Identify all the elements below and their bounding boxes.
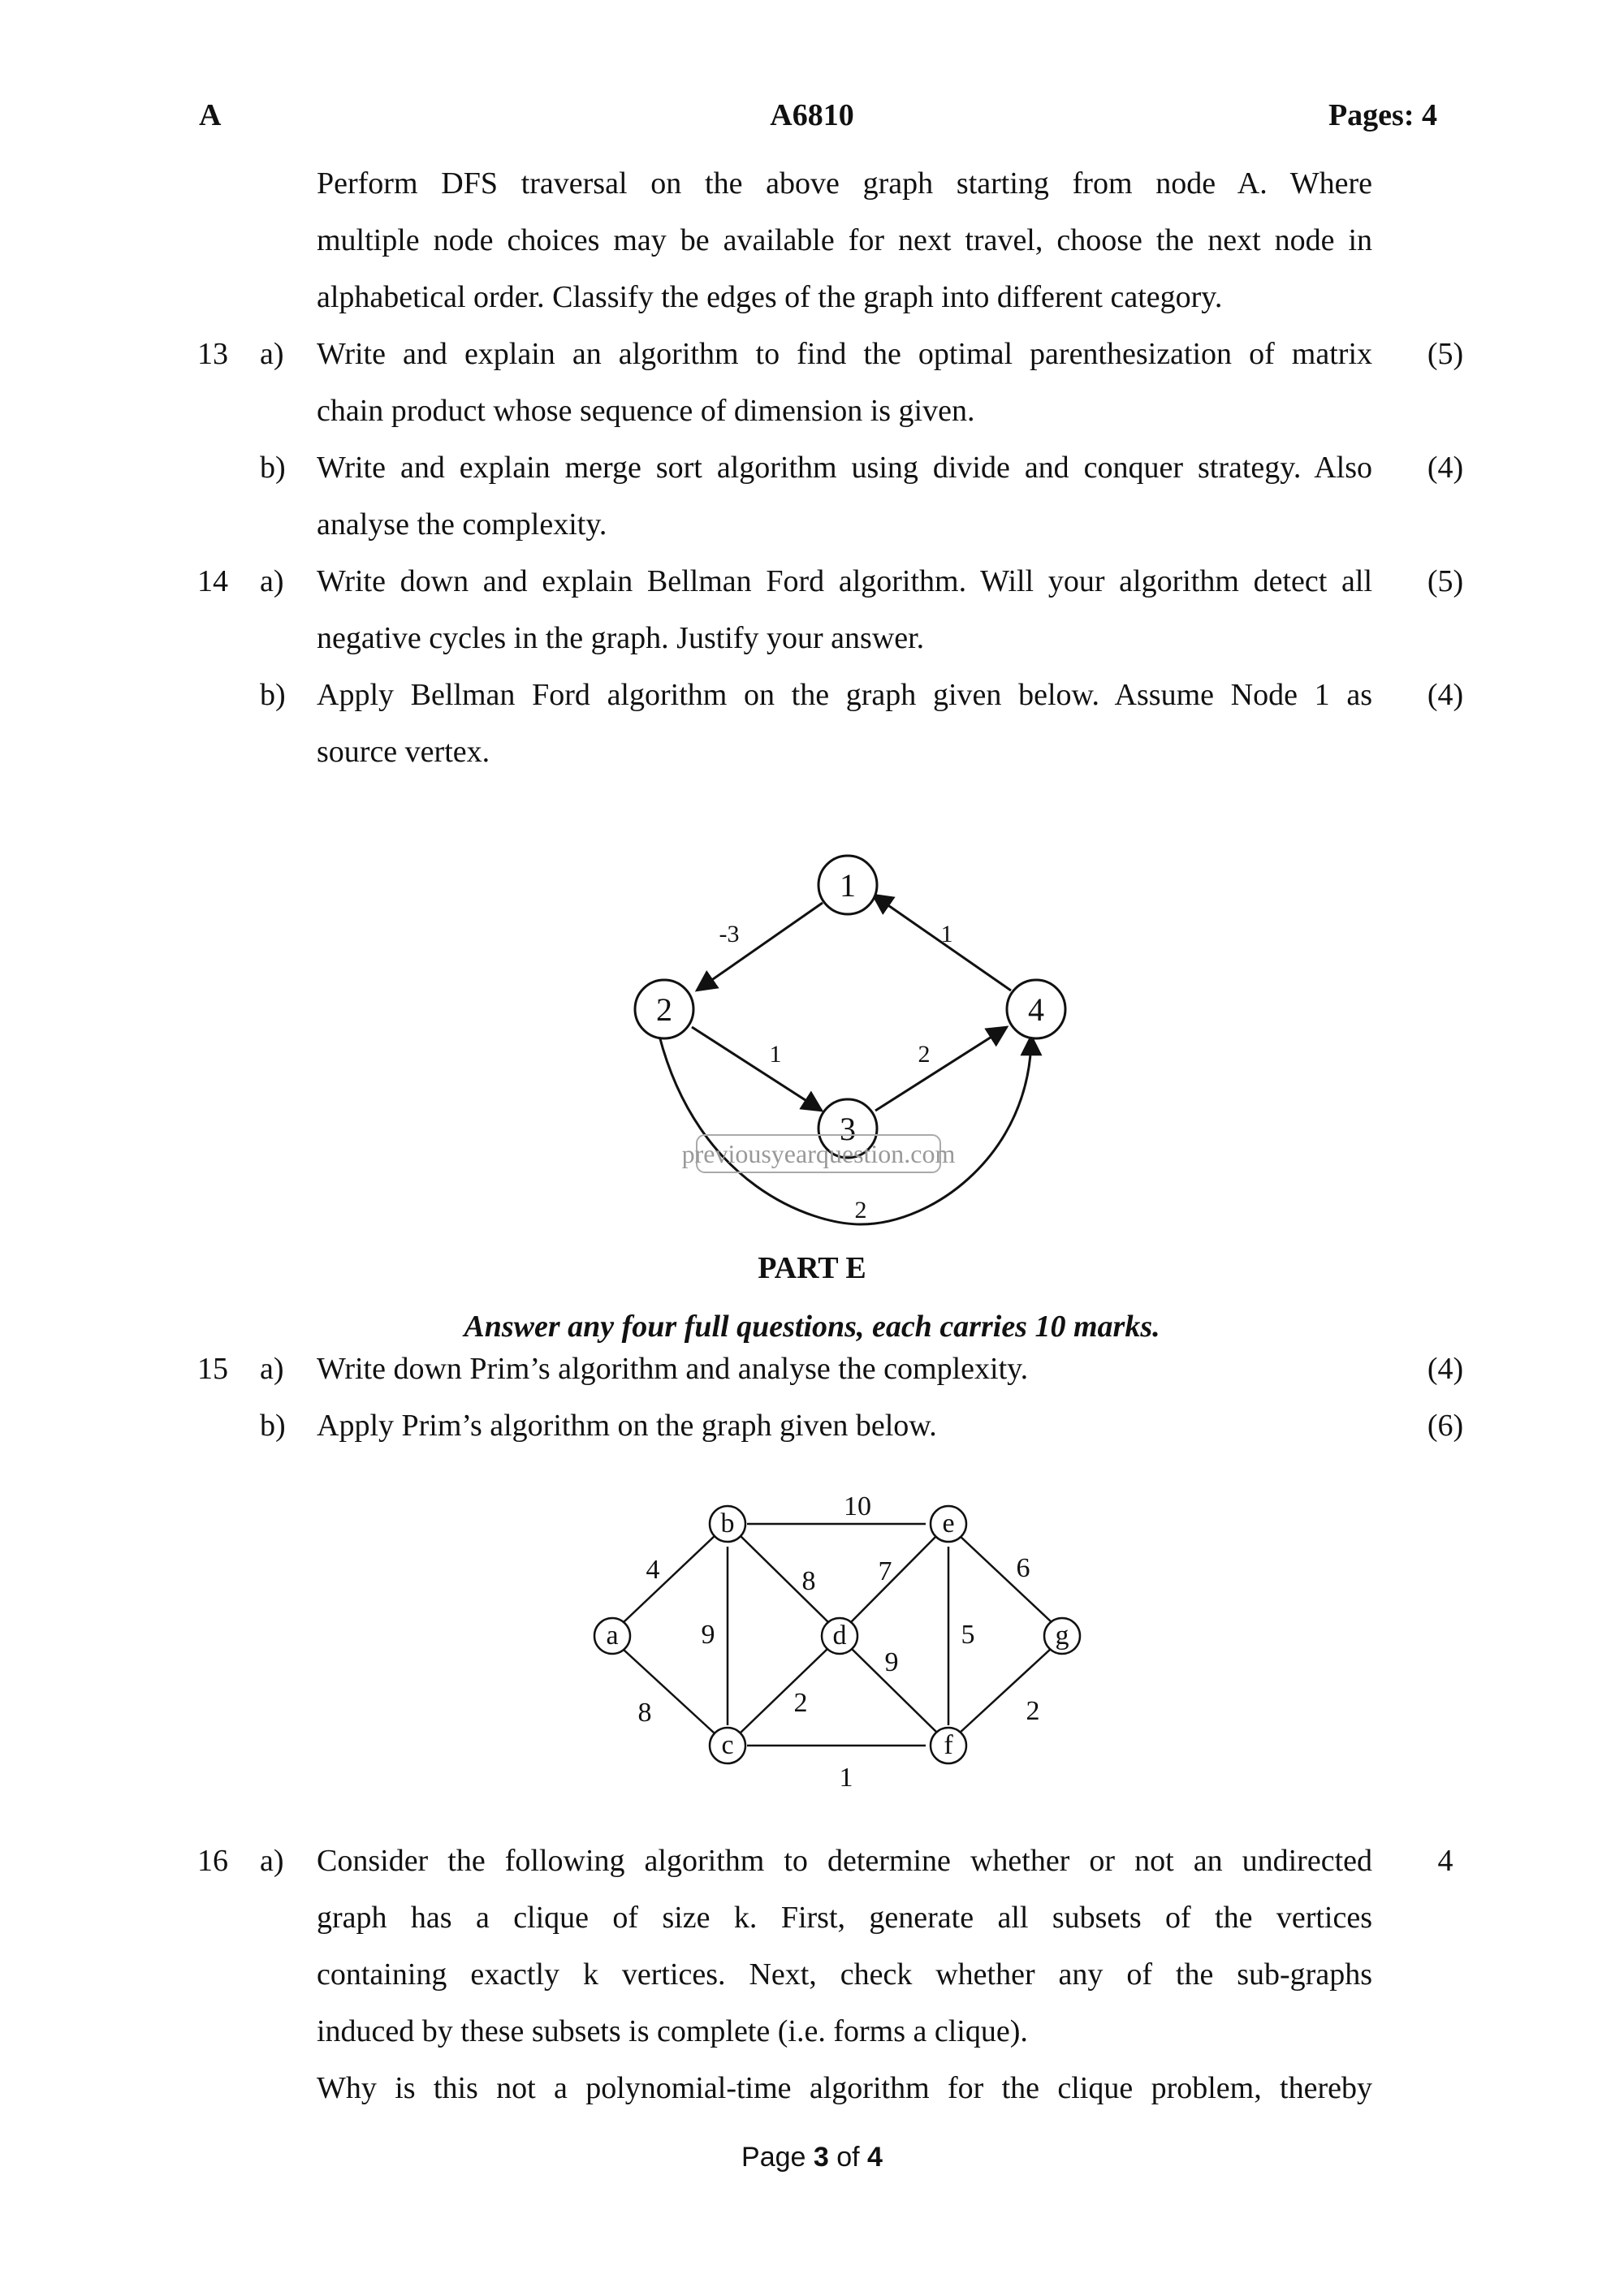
continuation-line-3: alphabetical order. Classify the edges of the graph into different category. xyxy=(317,280,1223,314)
question-13a-line-2: chain product whose sequence of dimension is given. xyxy=(317,394,975,428)
graph2-label-fg: 2 xyxy=(1026,1696,1040,1726)
question-14b-label: b) xyxy=(260,678,286,712)
question-14a-label: a) xyxy=(260,564,284,598)
footer-prefix: Page xyxy=(741,2142,814,2173)
graph2-label-ab: 4 xyxy=(646,1555,660,1585)
graph2-label-cf: 1 xyxy=(839,1763,853,1793)
graph2-label-ac: 8 xyxy=(637,1698,652,1728)
header-pages: Pages: 4 xyxy=(1328,98,1437,132)
question-16-number: 16 xyxy=(197,1844,228,1878)
question-14b-line-1: Apply Bellman Ford algorithm on the graph given below. Assume Node 1 as xyxy=(317,678,1372,712)
question-15a-text: Write down Prim’s algorithm and analyse the complexity. xyxy=(317,1352,1029,1386)
continuation-line-1: Perform DFS traversal on the above graph starting from node A. Where xyxy=(317,166,1372,201)
footer-total-pages: 4 xyxy=(867,2142,883,2173)
page-footer xyxy=(0,2142,1624,2173)
graph2-node-e: e xyxy=(942,1508,955,1539)
graph2-label-eg: 6 xyxy=(1016,1553,1030,1583)
footer-middle: of xyxy=(828,2142,868,2173)
question-14b-marks: (4) xyxy=(1427,678,1464,712)
question-14a-line-1: Write down and explain Bellman Ford algorithm. Will your algorithm detect all xyxy=(317,564,1372,598)
question-13b-label: b) xyxy=(260,451,286,485)
question-13b-line-2: analyse the complexity. xyxy=(317,507,607,542)
question-15a-label: a) xyxy=(260,1352,284,1386)
graph2-node-b: b xyxy=(720,1508,735,1539)
edge-e-g xyxy=(958,1534,1052,1622)
question-14a-marks: (5) xyxy=(1427,564,1464,598)
graph1-label-e34: 2 xyxy=(918,1041,931,1068)
graph2-label-cd: 2 xyxy=(793,1688,808,1718)
graph1-label-e14: 1 xyxy=(940,921,953,947)
question-14-number: 14 xyxy=(197,564,228,598)
footer-current-page: 3 xyxy=(813,2142,829,2173)
graph1-node-1: 1 xyxy=(840,867,856,904)
question-13-number: 13 xyxy=(197,337,228,371)
graph2-label-ef: 5 xyxy=(961,1620,975,1650)
part-e-title: PART E xyxy=(758,1251,866,1285)
question-15b-marks: (6) xyxy=(1427,1409,1464,1443)
graph1-node-2: 2 xyxy=(656,991,672,1028)
question-16a-line-1: Consider the following algorithm to determine whether or not an undirected xyxy=(317,1844,1372,1878)
graph2-node-c: c xyxy=(721,1730,734,1760)
graph1-label-e23: 1 xyxy=(769,1041,782,1068)
graph1-node-3: 3 xyxy=(840,1111,856,1147)
header-series: A xyxy=(199,98,222,132)
question-15b-text: Apply Prim’s algorithm on the graph given below. xyxy=(317,1409,937,1443)
question-15-number: 15 xyxy=(197,1352,228,1386)
edge-d-e xyxy=(851,1534,938,1622)
continuation-line-2: multiple node choices may be available for next travel, choose the next node in xyxy=(317,223,1372,257)
graph2-node-a: a xyxy=(606,1621,619,1651)
question-16a-line-3: containing exactly k vertices. Next, check whether any of the sub-graphs xyxy=(317,1957,1372,1992)
graph1-label-e12: -3 xyxy=(719,921,740,947)
question-16a-line-5: Why is this not a polynomial-time algorithm for the clique problem, thereby xyxy=(317,2071,1372,2105)
part-e-instruction: Answer any four full questions, each carries 10 marks. xyxy=(464,1310,1160,1344)
question-13a-label: a) xyxy=(260,337,284,371)
question-15a-marks: (4) xyxy=(1427,1352,1464,1386)
question-16a-label: a) xyxy=(260,1844,284,1878)
graph2-node-f: f xyxy=(944,1730,953,1760)
graph2-label-de: 7 xyxy=(878,1556,892,1586)
graph2-node-d: d xyxy=(832,1621,847,1651)
question-13b-line-1: Write and explain merge sort algorithm using divide and conquer strategy. Also xyxy=(317,451,1372,485)
question-16a-line-4: induced by these subsets is complete (i.e. forms a clique). xyxy=(317,2014,1028,2048)
graph1-node-4: 4 xyxy=(1028,991,1044,1028)
question-15b-label: b) xyxy=(260,1409,286,1443)
question-16a-line-2: graph has a clique of size k. First, generate all subsets of the vertices xyxy=(317,1901,1372,1935)
graph2-label-bd: 8 xyxy=(801,1566,816,1596)
header-code: A6810 xyxy=(770,98,854,132)
watermark-text: previousyearquestion.com xyxy=(681,1139,956,1168)
question-14b-line-2: source vertex. xyxy=(317,735,490,769)
graph1-label-e24: 2 xyxy=(854,1197,867,1224)
question-16a-marks: 4 xyxy=(1437,1844,1453,1878)
question-13b-marks: (4) xyxy=(1427,451,1464,485)
edge-a-b xyxy=(624,1534,716,1622)
graph2-label-df: 9 xyxy=(884,1647,899,1677)
question-13a-line-1: Write and explain an algorithm to find the optimal parenthesization of matrix xyxy=(317,337,1372,371)
question-14a-line-2: negative cycles in the graph. Justify your answer. xyxy=(317,621,925,655)
graph2-label-bc: 9 xyxy=(701,1620,715,1650)
edge-c-d xyxy=(739,1648,828,1734)
question-13a-marks: (5) xyxy=(1427,337,1464,371)
graph2-label-be: 10 xyxy=(844,1491,871,1521)
graph2-node-g: g xyxy=(1055,1621,1069,1651)
